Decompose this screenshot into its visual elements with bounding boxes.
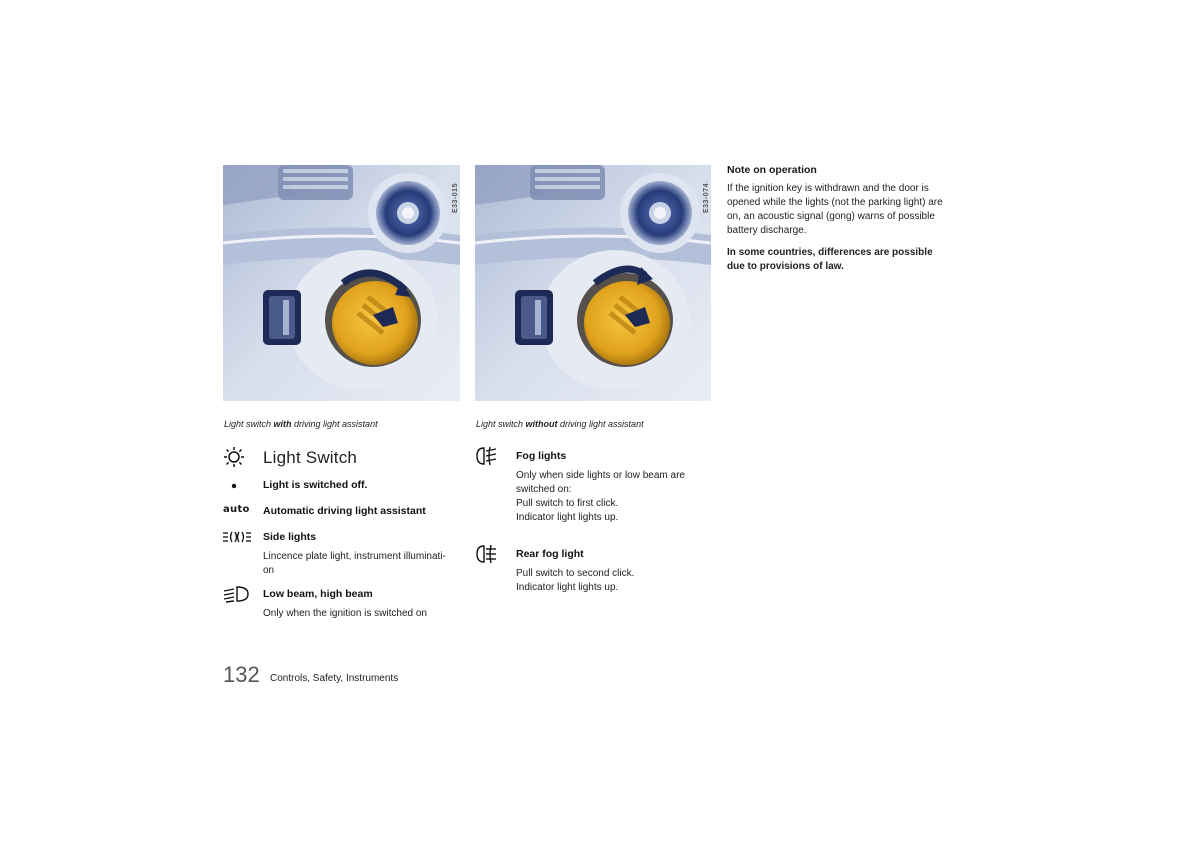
note-text: If the ignition key is withdrawn and the door is opened while the lights (not the parking light) are on, an acoustic signal (gong) warns of possible battery discharge. bbox=[727, 183, 943, 236]
rear-fog-light-icon bbox=[476, 544, 498, 564]
sun-light-icon bbox=[223, 446, 245, 468]
item-label-rear-fog-light: Rear fog light bbox=[516, 548, 584, 560]
dashboard-illustration bbox=[223, 165, 460, 401]
caption-emphasis: with bbox=[273, 419, 292, 429]
item-label-low-beam: Low beam, high beam bbox=[263, 588, 373, 600]
caption-text: Light switch bbox=[224, 419, 274, 429]
side-lights-icon bbox=[223, 529, 251, 545]
caption-text: driving light assistant bbox=[291, 419, 378, 429]
figure-code: E33-015 bbox=[452, 183, 459, 213]
caption-text: driving light assistant bbox=[557, 419, 644, 429]
item-label-auto: Automatic driving light assistant bbox=[263, 505, 426, 517]
figure-caption-right bbox=[476, 419, 644, 429]
figure-code: E33-074 bbox=[703, 183, 710, 213]
figure-light-switch-with-assistant bbox=[223, 165, 460, 401]
item-text-fog-lights: Only when side lights or low beam are switched on: Pull switch to first click. Indicator light lights up. bbox=[516, 470, 685, 523]
item-label-fog-lights: Fog lights bbox=[516, 450, 567, 462]
page-number: 132 bbox=[223, 662, 260, 687]
item-text-rear-fog-light: Pull switch to second click. Indicator light lights up. bbox=[516, 568, 635, 593]
figure-caption-left bbox=[224, 419, 378, 429]
item-label-off: Light is switched off. bbox=[263, 479, 368, 491]
dashboard-illustration bbox=[475, 165, 711, 401]
note-bold-text: In some countries, differences are possible due to provisions of law. bbox=[727, 247, 933, 272]
low-beam-icon bbox=[223, 585, 249, 603]
figure-light-switch-without-assistant bbox=[475, 165, 711, 401]
bullet-dot-icon bbox=[230, 482, 238, 490]
section-heading-light-switch: Light Switch bbox=[263, 448, 358, 467]
note-title: Note on operation bbox=[727, 164, 817, 176]
auto-symbol-icon: auto bbox=[223, 504, 250, 515]
footer-section-title: Controls, Safety, Instruments bbox=[270, 673, 399, 684]
item-label-side-lights: Side lights bbox=[263, 531, 317, 543]
caption-emphasis: without bbox=[525, 419, 558, 429]
item-text-low-beam: Only when the ignition is switched on bbox=[263, 608, 427, 619]
caption-text: Light switch bbox=[476, 419, 526, 429]
item-text-side-lights: Lincence plate light, instrument illuminati- on bbox=[263, 551, 446, 576]
fog-light-icon bbox=[476, 446, 498, 466]
